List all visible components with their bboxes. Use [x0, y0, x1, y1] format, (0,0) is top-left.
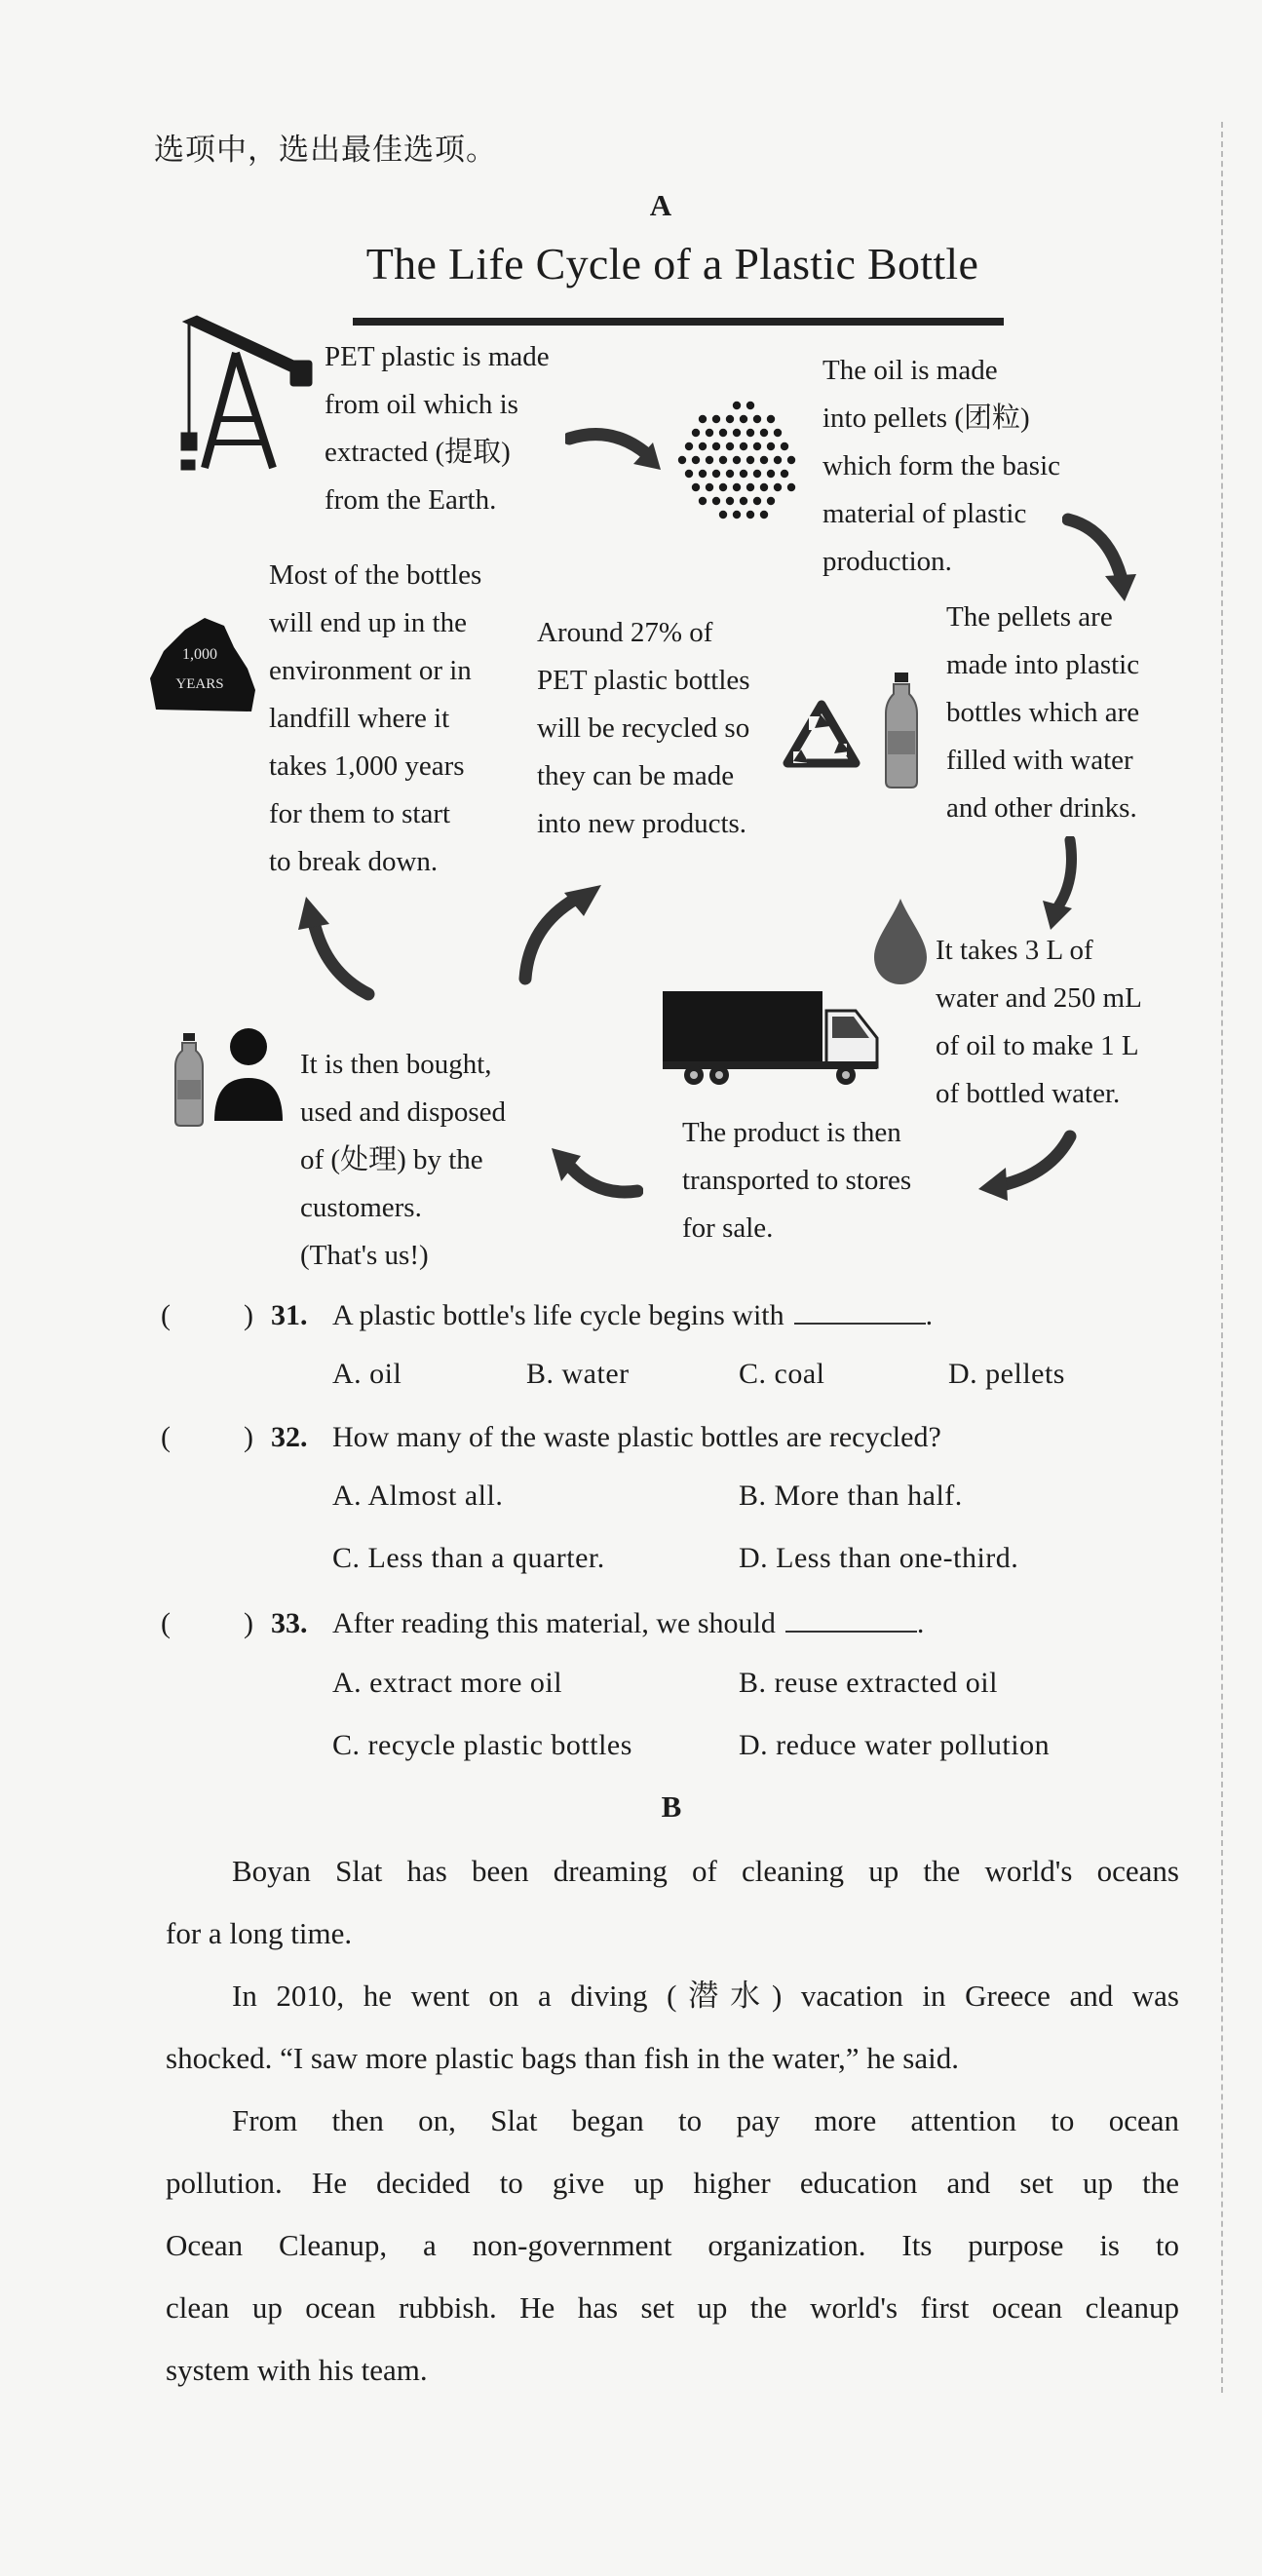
step-recycled-line: Around 27% of	[537, 617, 713, 648]
pellet-dot	[733, 429, 741, 437]
pellet-dot	[767, 497, 775, 505]
pellet-dot	[767, 470, 775, 478]
pellet-dot	[767, 442, 775, 450]
pellet-dot	[774, 429, 782, 437]
pellet-dot	[726, 442, 734, 450]
pellet-dot	[706, 456, 713, 464]
passage-paragraph	[166, 1965, 1179, 2027]
option-32-b: B. More than half.	[739, 1480, 963, 1512]
step-customers-line: used and disposed	[300, 1096, 507, 1128]
passage-paragraph	[166, 2090, 1179, 2152]
pellet-dot	[774, 456, 782, 464]
pellet-dot	[712, 442, 720, 450]
pellet-dot	[699, 442, 707, 450]
pellet-dot	[733, 511, 741, 519]
pellet-dot	[760, 429, 768, 437]
pellet-dot	[760, 483, 768, 491]
option-31-a: A. oil	[332, 1358, 402, 1390]
pellet-dot	[753, 497, 761, 505]
answer-blank	[794, 1297, 926, 1325]
passage-line: pollution. He decided to give up higher education and set up the	[166, 2166, 1179, 2200]
step-transport-text	[682, 1109, 911, 1252]
recycle-icon	[780, 697, 863, 775]
plastic-bottle-icon	[882, 673, 921, 789]
pellet-dot	[733, 483, 741, 491]
passage-line: for a long time.	[166, 1916, 353, 1950]
pellet-dot	[740, 497, 747, 505]
pellet-dot	[746, 456, 754, 464]
step-recycled-text	[537, 609, 750, 848]
pellet-dot	[753, 415, 761, 423]
pellet-dot	[719, 456, 727, 464]
arrow-bottles-to-water-icon	[1033, 836, 1088, 934]
pellet-dot	[740, 470, 747, 478]
option-31-b: B. water	[526, 1358, 630, 1390]
step-oil-line: extracted (提取)	[325, 437, 511, 468]
step-customers-text	[300, 1041, 506, 1280]
pellet-dot	[767, 415, 775, 423]
question-text: A plastic bottle's life cycle begins with .	[332, 1299, 934, 1331]
answer-paren-left: (	[161, 1421, 171, 1453]
step-customers-line: It is then bought,	[300, 1049, 492, 1080]
pellet-dot	[781, 470, 788, 478]
arrow-water-to-truck-icon	[976, 1129, 1078, 1207]
step-customers-line: of (处理) by the	[300, 1144, 483, 1175]
instruction-text: 选项中，选出最佳选项。	[154, 133, 497, 168]
step-oil-text	[325, 333, 550, 524]
answer-paren-left: (	[161, 1607, 171, 1639]
section-a-label: A	[649, 188, 672, 222]
step-landfill-line: takes 1,000 years	[269, 750, 465, 782]
pellet-dot	[699, 415, 707, 423]
step-landfill-text	[269, 552, 481, 886]
passage-line: In 2010, he went on a diving (潜水) vacation in Greece and was	[232, 1979, 1179, 2013]
arrow-customers-to-landfill-icon	[292, 893, 384, 1002]
question-33	[161, 1604, 1184, 1643]
step-bottles-text	[946, 594, 1139, 832]
option-32-a: A. Almost all.	[332, 1480, 504, 1512]
answer-paren-right: )	[244, 1299, 253, 1331]
arrow-pellets-to-bottles-icon	[1062, 512, 1142, 605]
passage-line: From then on, Slat began to pay more attention to ocean	[232, 2103, 1179, 2137]
pellet-dot	[685, 442, 693, 450]
pellet-dot	[774, 483, 782, 491]
passage-line: Boyan Slat has been dreaming of cleaning up the world's oceans	[232, 1854, 1179, 1888]
step-bottles-line: and other drinks.	[946, 792, 1137, 824]
step-transport-line: The product is then	[682, 1117, 901, 1148]
step-water-line: It takes 3 L of	[936, 935, 1093, 966]
pellet-dot	[706, 429, 713, 437]
years-label-word: YEARS	[175, 676, 224, 692]
infographic-title: The Life Cycle of a Plastic Bottle	[365, 239, 979, 288]
small-bottle-icon	[172, 1033, 206, 1127]
pellet-dot	[719, 429, 727, 437]
pellet-dot	[712, 470, 720, 478]
passage-line: clean up ocean rubbish. He has set up the world's first ocean cleanup	[166, 2290, 1179, 2325]
pellet-dot	[692, 483, 700, 491]
answer-paren-right: )	[244, 1421, 253, 1453]
step-customers-line: customers.	[300, 1192, 422, 1223]
question-number: 33.	[271, 1607, 308, 1639]
step-oil-line: from oil which is	[325, 389, 518, 420]
arrow-truck-to-customers-icon	[546, 1142, 643, 1205]
pellet-dot	[706, 483, 713, 491]
option-32-d: D. Less than one-third.	[739, 1542, 1019, 1574]
pellet-dot	[746, 429, 754, 437]
option-33-c: C. recycle plastic bottles	[332, 1729, 632, 1761]
option-33-b: B. reuse extracted oil	[739, 1667, 998, 1699]
step-pellets-text	[822, 347, 1060, 586]
pellets-icon	[676, 400, 801, 524]
truck-icon	[661, 989, 883, 1087]
step-transport-line: for sale.	[682, 1212, 774, 1244]
step-landfill-line: Most of the bottles	[269, 559, 482, 591]
question-number: 31.	[271, 1299, 308, 1331]
pellet-dot	[740, 415, 747, 423]
step-pellets-line: production.	[822, 546, 952, 577]
pellet-dot	[699, 497, 707, 505]
pellet-dot	[726, 470, 734, 478]
pellet-dot	[753, 470, 761, 478]
pellet-dot	[685, 470, 693, 478]
pellet-dot	[733, 402, 741, 409]
step-customers-line: (That's us!)	[300, 1240, 429, 1271]
pellet-dot	[719, 511, 727, 519]
step-landfill-line: environment or in	[269, 655, 472, 686]
option-33-a: A. extract more oil	[332, 1667, 563, 1699]
option-31-c: C. coal	[739, 1358, 825, 1390]
pellet-dot	[746, 402, 754, 409]
answer-blank	[785, 1605, 917, 1633]
right-dashed-margin	[1221, 122, 1223, 2393]
passage-line: Ocean Cleanup, a non-government organization. Its purpose is to	[166, 2228, 1179, 2262]
pellet-dot	[692, 429, 700, 437]
arrow-customers-to-recycle-icon	[512, 877, 609, 986]
question-number: 32.	[271, 1421, 308, 1453]
step-recycled-line: PET plastic bottles	[537, 665, 750, 696]
pellet-dot	[760, 511, 768, 519]
step-oil-line: from the Earth.	[325, 484, 497, 516]
step-water-line: of oil to make 1 L	[936, 1030, 1139, 1061]
step-bottles-line: filled with water	[946, 745, 1133, 776]
pellet-dot	[692, 456, 700, 464]
option-33-d: D. reduce water pollution	[739, 1729, 1051, 1761]
person-icon	[212, 1025, 285, 1123]
step-pellets-line: which form the basic	[822, 450, 1061, 481]
step-water-text	[936, 927, 1142, 1118]
pellet-dot	[787, 456, 795, 464]
landfill-rock-icon	[146, 612, 258, 717]
pellet-dot	[740, 442, 747, 450]
step-recycled-line: into new products.	[537, 808, 747, 839]
step-pellets-line: into pellets (团粒)	[822, 403, 1030, 434]
pellet-dot	[719, 483, 727, 491]
passage-line: shocked. “I saw more plastic bags than fish in the water,” he said.	[166, 2041, 959, 2075]
step-pellets-line: material of plastic	[822, 498, 1027, 529]
passage-line: system with his team.	[166, 2353, 428, 2387]
pellet-dot	[678, 456, 686, 464]
question-31	[161, 1296, 1184, 1335]
option-32-c: C. Less than a quarter.	[332, 1542, 605, 1574]
step-pellets-line: The oil is made	[822, 355, 998, 386]
step-water-line: water and 250 mL	[936, 982, 1142, 1014]
years-label-number: 1,000	[182, 646, 217, 663]
step-recycled-line: they can be made	[537, 760, 735, 791]
pellet-dot	[753, 442, 761, 450]
pellet-dot	[712, 497, 720, 505]
passage-paragraph	[166, 1840, 1179, 1903]
passage-b	[166, 1840, 1179, 2402]
pellet-dot	[726, 497, 734, 505]
pellet-dot	[712, 415, 720, 423]
question-text: How many of the waste plastic bottles are recycled?	[332, 1421, 941, 1453]
arrow-oil-to-pellets-icon	[565, 421, 663, 478]
pellet-dot	[781, 442, 788, 450]
title-underline	[353, 318, 1004, 326]
pellet-dot	[760, 456, 768, 464]
oil-pump-icon	[175, 314, 317, 475]
question-32	[161, 1418, 1184, 1457]
option-31-d: D. pellets	[948, 1358, 1065, 1390]
step-landfill-line: for them to start	[269, 798, 451, 829]
step-bottles-line: bottles which are	[946, 697, 1140, 728]
pellet-dot	[746, 511, 754, 519]
section-b-label: B	[661, 1789, 682, 1824]
step-bottles-line: The pellets are	[946, 601, 1113, 633]
step-oil-line: PET plastic is made	[325, 341, 550, 372]
step-transport-line: transported to stores	[682, 1165, 912, 1196]
step-landfill-line: landfill where it	[269, 703, 450, 734]
pellet-dot	[726, 415, 734, 423]
pellet-dot	[787, 483, 795, 491]
step-bottles-line: made into plastic	[946, 649, 1140, 680]
water-drop-icon	[870, 897, 931, 986]
pellet-dot	[733, 456, 741, 464]
step-landfill-line: will end up in the	[269, 607, 467, 638]
step-recycled-line: will be recycled so	[537, 712, 750, 744]
answer-paren-left: (	[161, 1299, 171, 1331]
step-landfill-line: to break down.	[269, 846, 439, 877]
step-water-line: of bottled water.	[936, 1078, 1121, 1109]
pellet-dot	[746, 483, 754, 491]
answer-paren-right: )	[244, 1607, 253, 1639]
pellet-dot	[699, 470, 707, 478]
question-text: After reading this material, we should .	[332, 1607, 925, 1639]
